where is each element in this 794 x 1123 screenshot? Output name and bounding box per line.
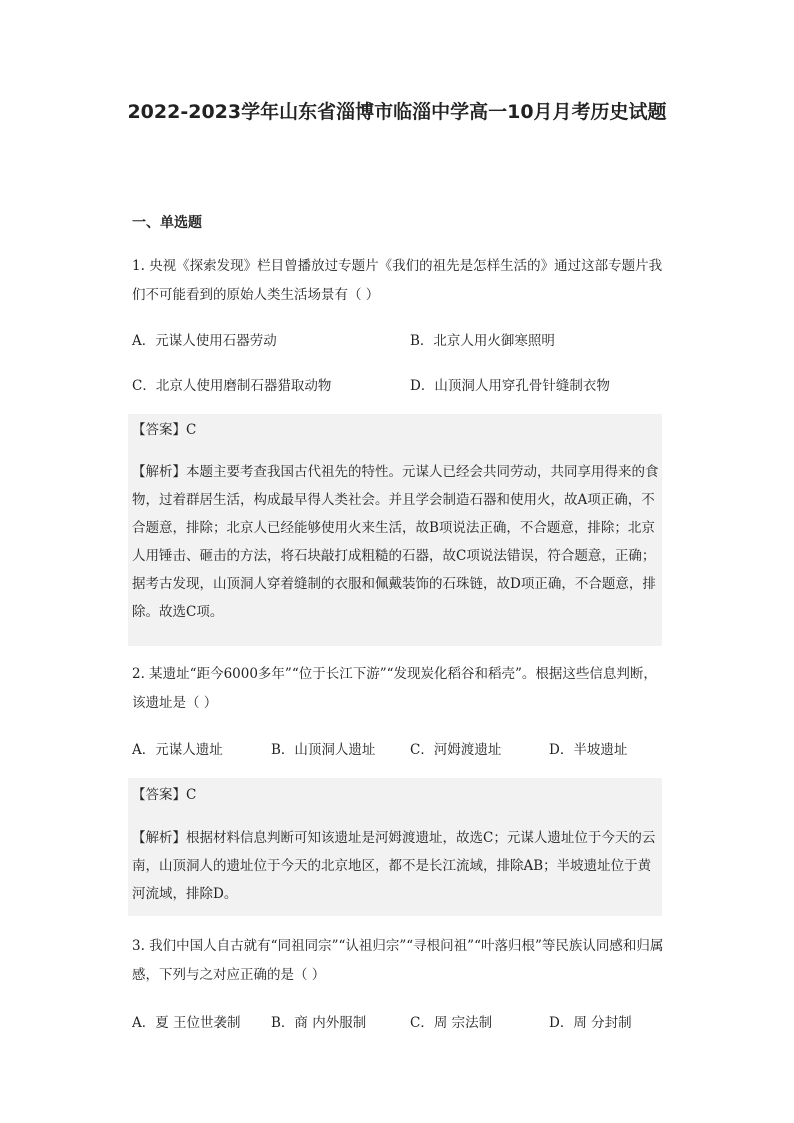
section-title: 一、单选题 bbox=[132, 215, 202, 231]
option-a: A．元谋人使用石器劳动 bbox=[132, 333, 277, 349]
option-d: D．周 分封制 bbox=[549, 1015, 632, 1031]
question-stem: 2. 某遗址“距今6000多年”“位于长江下游”“发现炭化稻谷和稻壳”。根据这些信息判断，该遗址是（ ） bbox=[132, 666, 657, 711]
question-stem: 3. 我们中国人自古就有“同祖同宗”“认祖归宗”“寻根问祖”“叶落归根”等民族认同感和归属感，下列与之对应正确的是（ ） bbox=[132, 938, 664, 983]
option-b: B．商 内外服制 bbox=[271, 1015, 367, 1031]
option-d: D．山顶洞人用穿孔骨针缝制衣物 bbox=[410, 378, 610, 394]
explanation bbox=[132, 458, 664, 626]
option-c: C．北京人使用磨制石器猎取动物 bbox=[132, 378, 332, 394]
explanation-text: 本题主要考查我国古代祖先的特性。元谋人已经会共同劳动，共同享用得来的食物，过着群居生活，构成最早得人类社会。并且学会制造石器和使用火，故A项正确，不合题意，排除；北京人已经能够使用火来生活，故B项说法正确，不合题意，排除；北京人用锤击、砸击的方法，将石块敲打成粗糙的石器，故C项说法错误，符合题意，正确；据考古发现，山顶洞人穿着缝制的衣服和佩戴装饰的石珠链，故D项正确，不合题意，排除。故选C项。 bbox=[132, 464, 659, 620]
explanation-text: 根据材料信息判断可知该遗址是河姆渡遗址，故选C；元谋人遗址位于今天的云南，山顶洞人的遗址位于今天的北京地区，都不是长江流域，排除AB；半坡遗址位于黄河流域，排除D。 bbox=[132, 830, 656, 902]
explanation bbox=[132, 824, 664, 908]
option-d: D．半坡遗址 bbox=[549, 742, 628, 758]
explanation-label: 【解析】 bbox=[132, 464, 186, 480]
option-c: C．周 宗法制 bbox=[410, 1015, 493, 1031]
explanation-label: 【解析】 bbox=[132, 830, 186, 846]
page-title: 2022-2023学年山东省淄博市临淄中学高一10月月考历史试题 bbox=[127, 101, 667, 123]
answer-line: 【答案】C bbox=[132, 422, 197, 438]
option-c: C．河姆渡遗址 bbox=[410, 742, 502, 758]
option-b: B．山顶洞人遗址 bbox=[271, 742, 376, 758]
option-a: A．夏 王位世袭制 bbox=[132, 1015, 241, 1031]
option-b: B．北京人用火御寒照明 bbox=[410, 333, 555, 349]
answer-line: 【答案】C bbox=[132, 787, 197, 803]
question-stem: 1. 央视《探索发现》栏目曾播放过专题片《我们的祖先是怎样生活的》通过这部专题片我们不可能看到的原始人类生活场景有（ ） bbox=[132, 258, 663, 303]
option-a: A．元谋人遗址 bbox=[132, 742, 223, 758]
